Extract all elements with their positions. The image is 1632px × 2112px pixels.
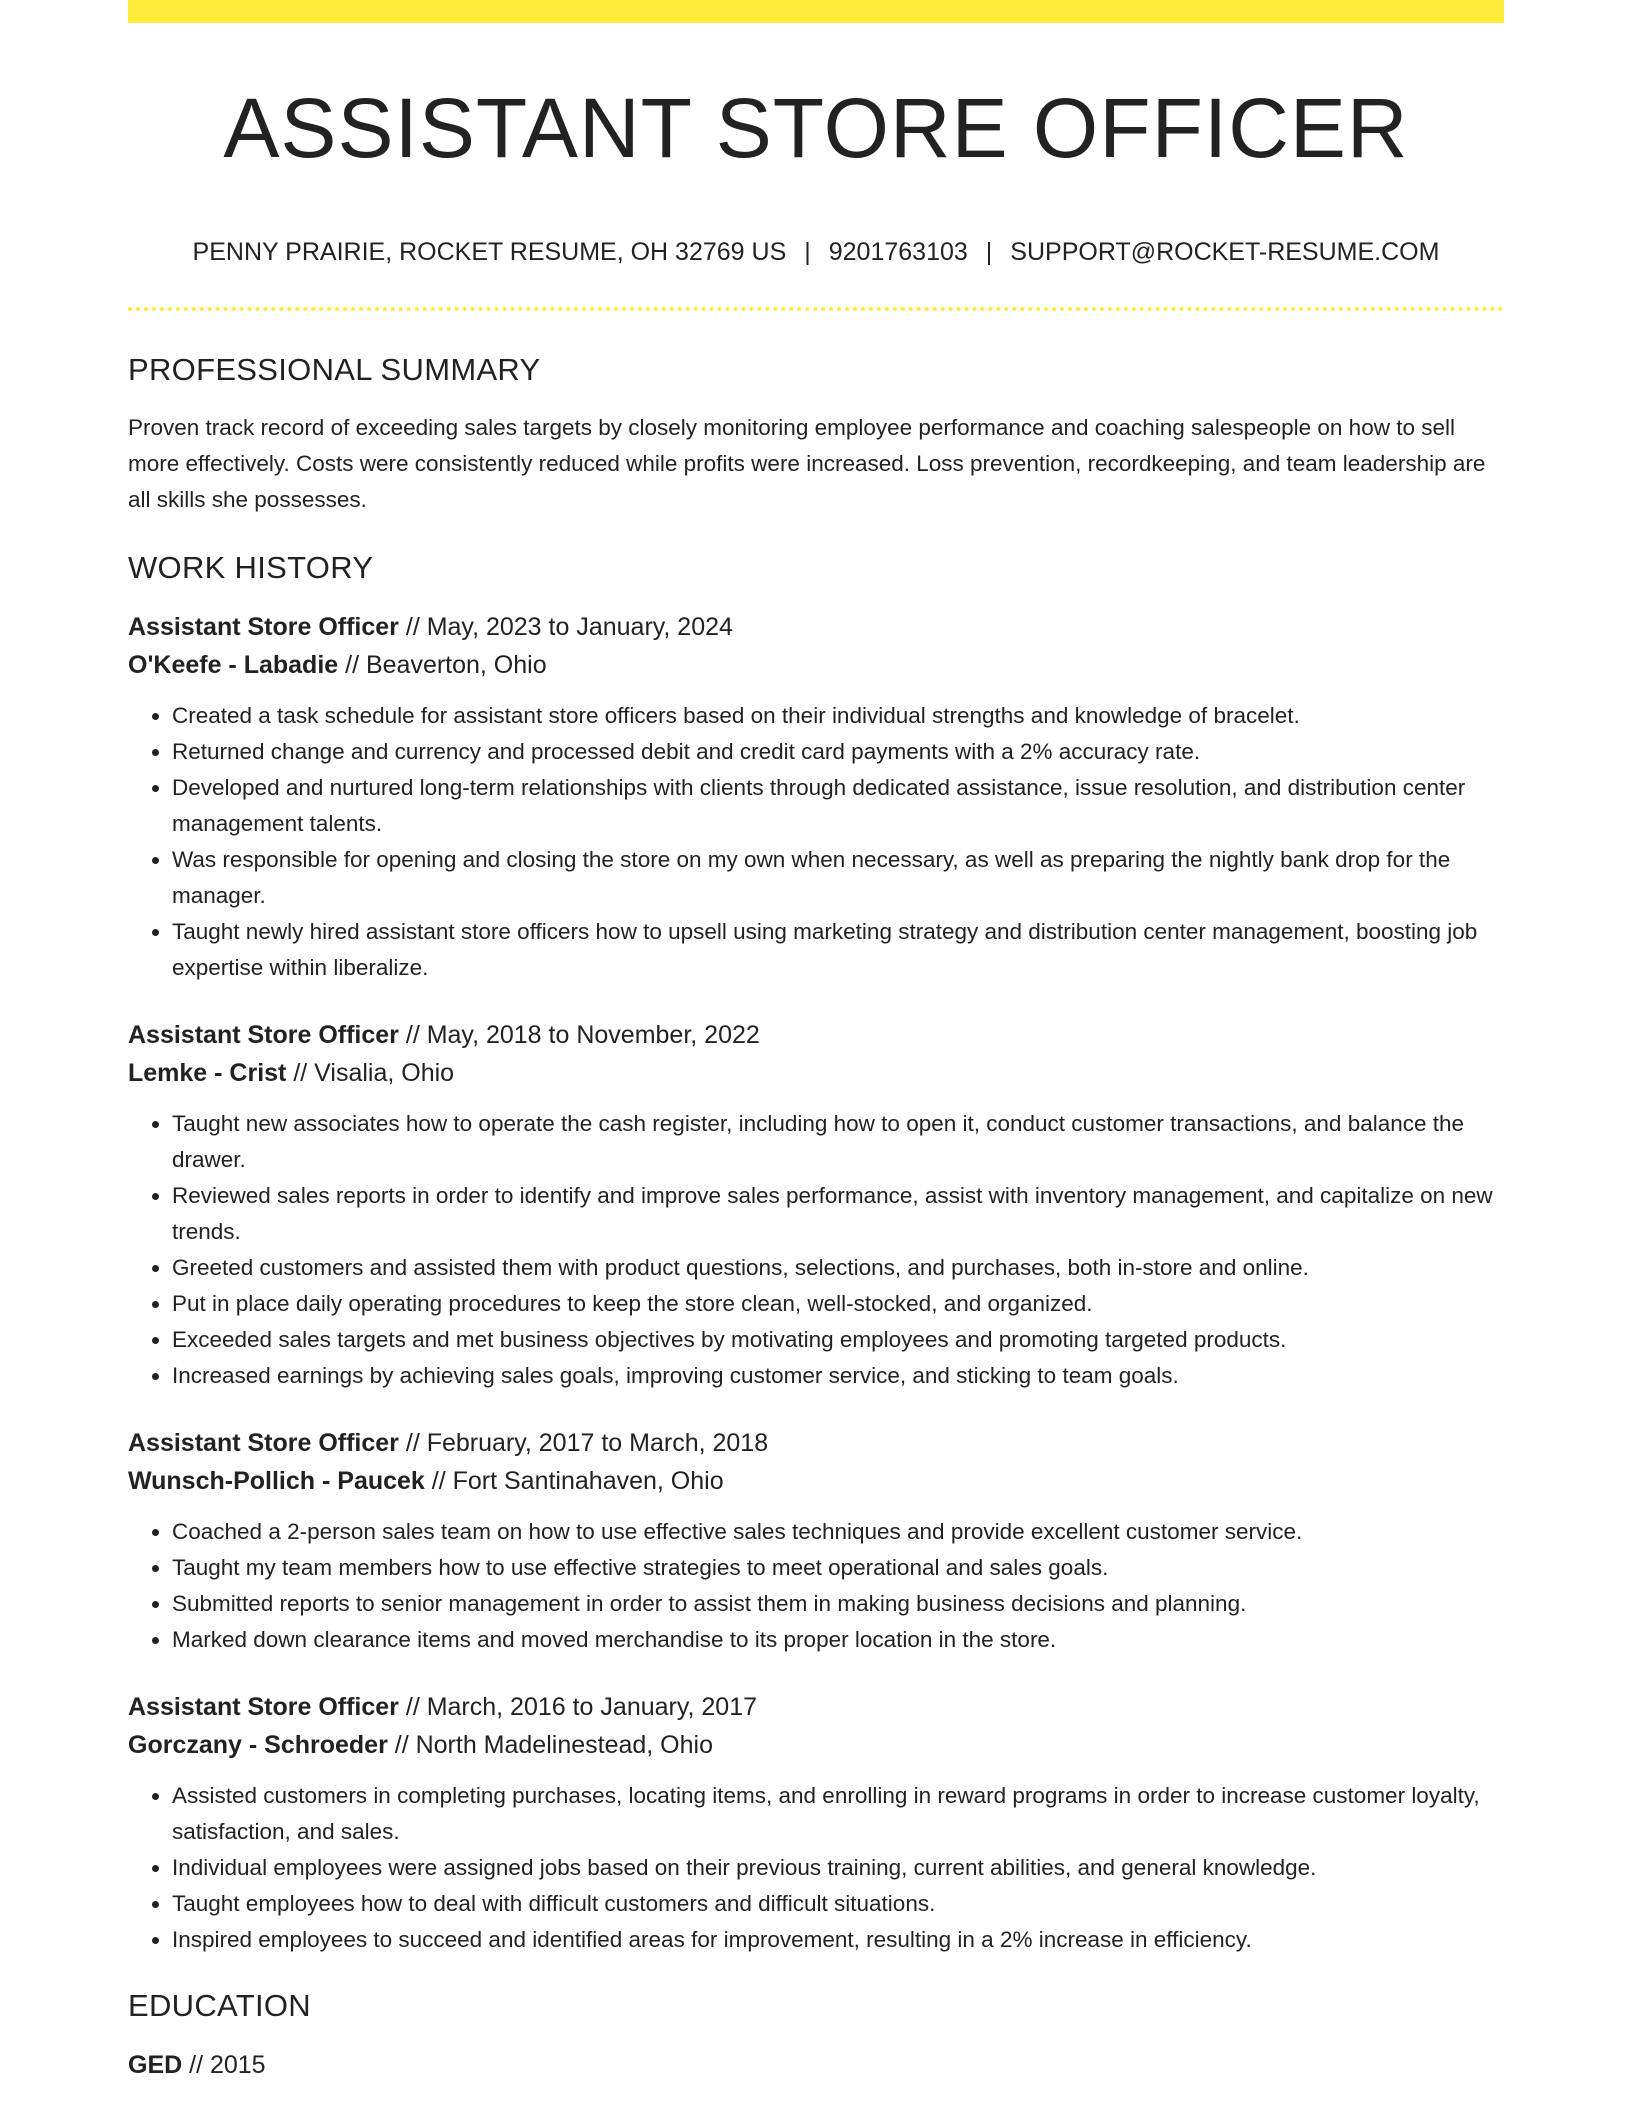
education-entry bbox=[128, 2046, 1504, 2084]
job-company: O'Keefe - Labadie bbox=[128, 651, 339, 679]
job-bullet: • Taught employees how to deal with difficult customers and difficult situations. bbox=[172, 1886, 1504, 1922]
job-title-line bbox=[128, 1688, 1504, 1726]
job-bullets bbox=[128, 1106, 1504, 1394]
job-company-line bbox=[128, 1054, 1504, 1092]
job-bullet: • Created a task schedule for assistant store officers based on their individual strengths and knowledge of bracelet. bbox=[172, 698, 1504, 734]
contact-separator: | bbox=[804, 238, 811, 266]
job-title: Assistant Store Officer bbox=[128, 1693, 399, 1721]
job-bullet: • Marked down clearance items and moved merchandise to its proper location in the store. bbox=[172, 1622, 1504, 1658]
job-company-line bbox=[128, 1726, 1504, 1764]
summary-section bbox=[128, 352, 1504, 518]
job-company: Wunsch-Pollich - Paucek bbox=[128, 1467, 425, 1495]
job-title-line bbox=[128, 608, 1504, 646]
job-entry bbox=[128, 1424, 1504, 1658]
job-location: // North Madelinestead, Ohio bbox=[387, 1731, 713, 1759]
resume-title: ASSISTANT STORE OFFICER bbox=[223, 81, 1409, 175]
job-bullets bbox=[128, 698, 1504, 986]
resume-content bbox=[128, 352, 1504, 2084]
job-dates: // March, 2016 to January, 2017 bbox=[398, 1693, 758, 1721]
contact-email: SUPPORT@ROCKET-RESUME.COM bbox=[1010, 238, 1440, 266]
job-bullet: • Taught newly hired assistant store officers how to upsell using marketing strategy and distribution center management, boosting job expertise within liberalize. bbox=[172, 914, 1504, 986]
contact-address: PENNY PRAIRIE, ROCKET RESUME, OH 32769 US bbox=[192, 238, 787, 266]
job-bullets bbox=[128, 1514, 1504, 1658]
job-bullet: • Assisted customers in completing purchases, locating items, and enrolling in reward programs in order to increase customer loyalty, satisfaction, and sales. bbox=[172, 1778, 1504, 1850]
work-history-section bbox=[128, 550, 1504, 1958]
accent-bar bbox=[128, 0, 1504, 23]
job-dates: // May, 2023 to January, 2024 bbox=[398, 613, 733, 641]
education-year: // 2015 bbox=[182, 2051, 266, 2079]
job-dates: // February, 2017 to March, 2018 bbox=[398, 1429, 769, 1457]
job-entry bbox=[128, 1016, 1504, 1394]
job-company: Gorczany - Schroeder bbox=[128, 1731, 388, 1759]
job-entry bbox=[128, 1688, 1504, 1958]
job-bullet: • Exceeded sales targets and met business objectives by motivating employees and promoting targeted products. bbox=[172, 1322, 1504, 1358]
education-section bbox=[128, 1988, 1504, 2084]
job-bullet: • Greeted customers and assisted them with product questions, selections, and purchases, both in-store and online. bbox=[172, 1250, 1504, 1286]
education-heading: EDUCATION bbox=[128, 1988, 311, 2023]
job-bullet: • Submitted reports to senior management in order to assist them in making business decisions and planning. bbox=[172, 1586, 1504, 1622]
job-title: Assistant Store Officer bbox=[128, 1021, 399, 1049]
job-bullets bbox=[128, 1778, 1504, 1958]
job-bullet: • Coached a 2-person sales team on how to use effective sales techniques and provide excellent customer service. bbox=[172, 1514, 1504, 1550]
job-bullet: • Developed and nurtured long-term relationships with clients through dedicated assistance, issue resolution, and distribution center management talents. bbox=[172, 770, 1504, 842]
job-entry bbox=[128, 608, 1504, 986]
job-dates: // May, 2018 to November, 2022 bbox=[398, 1021, 760, 1049]
job-bullet: • Was responsible for opening and closing the store on my own when necessary, as well as preparing the nightly bank drop for the manager. bbox=[172, 842, 1504, 914]
dotted-divider bbox=[128, 307, 1504, 311]
job-location: // Visalia, Ohio bbox=[286, 1059, 455, 1087]
job-title: Assistant Store Officer bbox=[128, 613, 399, 641]
job-bullet: • Taught my team members how to use effective strategies to meet operational and sales goals. bbox=[172, 1550, 1504, 1586]
job-location: // Fort Santinahaven, Ohio bbox=[424, 1467, 724, 1495]
job-title: Assistant Store Officer bbox=[128, 1429, 399, 1457]
job-company-line bbox=[128, 646, 1504, 684]
summary-text: Proven track record of exceeding sales targets by closely monitoring employee performance and coaching salespeople on how to sell more effectively. Costs were consistently reduced while profits were increased. Loss prevention, recordkeeping, and team leadership are all skills she possesses. bbox=[128, 415, 1486, 512]
contact-separator: | bbox=[985, 238, 993, 266]
job-location: // Beaverton, Ohio bbox=[338, 651, 547, 679]
job-company-line bbox=[128, 1462, 1504, 1500]
job-bullet: • Individual employees were assigned jobs based on their previous training, current abilities, and general knowledge. bbox=[172, 1850, 1504, 1886]
job-title-line bbox=[128, 1016, 1504, 1054]
work-history-heading: WORK HISTORY bbox=[128, 550, 374, 585]
contact-phone: 9201763103 bbox=[828, 238, 968, 266]
contact-line bbox=[128, 238, 1504, 267]
job-bullet: • Taught new associates how to operate the cash register, including how to open it, conduct customer transactions, and balance the drawer. bbox=[172, 1106, 1504, 1178]
job-bullet: • Returned change and currency and processed debit and credit card payments with a 2% accuracy rate. bbox=[172, 734, 1504, 770]
job-bullet: • Put in place daily operating procedures to keep the store clean, well-stocked, and organized. bbox=[172, 1286, 1504, 1322]
job-company: Lemke - Crist bbox=[128, 1059, 287, 1087]
job-bullet: • Reviewed sales reports in order to identify and improve sales performance, assist with inventory management, and capitalize on new trends. bbox=[172, 1178, 1504, 1250]
job-bullet: • Inspired employees to succeed and identified areas for improvement, resulting in a 2% increase in efficiency. bbox=[172, 1922, 1504, 1958]
education-degree: GED bbox=[128, 2051, 183, 2079]
job-bullet: • Increased earnings by achieving sales goals, improving customer service, and sticking to team goals. bbox=[172, 1358, 1504, 1394]
summary-heading: PROFESSIONAL SUMMARY bbox=[128, 352, 541, 387]
job-title-line bbox=[128, 1424, 1504, 1462]
